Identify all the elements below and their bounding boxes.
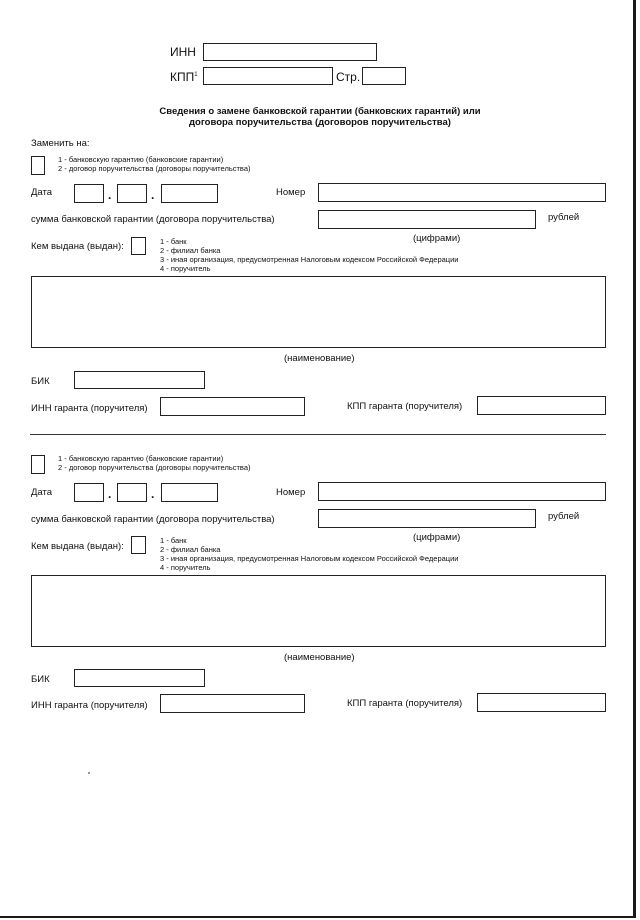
guarantor-inn-label: ИНН гаранта (поручителя) (31, 700, 148, 711)
currency-label: рублей (548, 511, 580, 522)
issuer-option-surety: 4 - поручитель (160, 264, 211, 273)
issuer-option-bank: 1 - банк (160, 237, 187, 246)
guarantor-kpp-label: КПП гаранта (поручителя) (347, 698, 463, 709)
issuer-option-other-org: 3 - иная организация, предусмотренная Налоговым кодексом Российской Федерации (160, 554, 459, 563)
issued-by-label: Кем выдана (выдан): (31, 241, 124, 252)
issuer-option-bank: 1 - банк (160, 536, 187, 545)
issuer-name-field[interactable] (31, 276, 606, 348)
date-separator: . (108, 188, 112, 202)
issuer-option-branch: 2 - филиал банка (160, 545, 221, 554)
guarantor-kpp-field[interactable] (477, 693, 606, 712)
section-divider (30, 434, 606, 435)
type-option-bank-guarantee: 1 - банковскую гарантию (банковские гарантии) (58, 155, 224, 164)
date-month-field[interactable] (117, 184, 147, 203)
type-option-bank-guarantee: 1 - банковскую гарантию (банковские гарантии) (58, 454, 224, 463)
sum-label: сумма банковской гарантии (договора поручительства) (31, 214, 275, 225)
date-separator: . (151, 487, 155, 501)
name-hint: (наименование) (284, 353, 355, 364)
sum-field[interactable] (318, 210, 536, 229)
page-number-field[interactable] (362, 67, 406, 85)
guarantee-type-checkbox[interactable] (31, 156, 45, 175)
sum-field[interactable] (318, 509, 536, 528)
guarantor-inn-field[interactable] (160, 397, 305, 416)
digits-hint: (цифрами) (413, 233, 461, 244)
guarantee-type-checkbox[interactable] (31, 455, 45, 474)
type-option-surety-agreement: 2 - договор поручительства (договоры поручительства) (58, 463, 251, 472)
date-separator: . (108, 487, 112, 501)
kpp-footnote-mark: 1 (194, 72, 198, 78)
issuer-option-other-org: 3 - иная организация, предусмотренная Налоговым кодексом Российской Федерации (160, 255, 459, 264)
guarantor-kpp-label: КПП гаранта (поручителя) (347, 401, 463, 412)
number-field[interactable] (318, 482, 606, 501)
form-title-line-1: Сведения о замене банковской гарантии (банковских гарантий) или (159, 106, 481, 117)
guarantor-inn-label: ИНН гаранта (поручителя) (31, 403, 148, 414)
number-field[interactable] (318, 183, 606, 202)
number-label: Номер (276, 187, 306, 198)
scan-speck (88, 772, 90, 774)
inn-label: ИНН (170, 45, 196, 59)
guarantor-inn-field[interactable] (160, 694, 305, 713)
form-title-line-2: договора поручительства (договоров поручительства) (189, 117, 451, 128)
kpp-field[interactable] (203, 67, 333, 85)
page-number-label: Стр. (336, 70, 361, 84)
name-hint: (наименование) (284, 652, 355, 663)
issuer-name-field[interactable] (31, 575, 606, 647)
inn-field[interactable] (203, 43, 377, 61)
sum-label: сумма банковской гарантии (договора поручительства) (31, 514, 275, 525)
digits-hint: (цифрами) (413, 532, 461, 543)
date-label: Дата (31, 487, 53, 498)
date-year-field[interactable] (161, 483, 218, 502)
currency-label: рублей (548, 212, 580, 223)
issuer-type-checkbox[interactable] (131, 237, 146, 255)
date-month-field[interactable] (117, 483, 147, 502)
date-label: Дата (31, 187, 53, 198)
date-year-field[interactable] (161, 184, 218, 203)
issuer-option-branch: 2 - филиал банка (160, 246, 221, 255)
number-label: Номер (276, 487, 306, 498)
issuer-option-surety: 4 - поручитель (160, 563, 211, 572)
date-day-field[interactable] (74, 483, 104, 502)
bik-label: БИК (31, 376, 50, 387)
bik-label: БИК (31, 674, 50, 685)
bik-field[interactable] (74, 371, 205, 389)
date-separator: . (151, 188, 155, 202)
type-option-surety-agreement: 2 - договор поручительства (договоры поручительства) (58, 164, 251, 173)
kpp-label: КПП$^1$ (170, 70, 198, 84)
bik-field[interactable] (74, 669, 205, 687)
issued-by-label: Кем выдана (выдан): (31, 541, 124, 552)
issuer-type-checkbox[interactable] (131, 536, 146, 554)
replace-label: Заменить на: (31, 138, 90, 149)
guarantor-kpp-field[interactable] (477, 396, 606, 415)
date-day-field[interactable] (74, 184, 104, 203)
